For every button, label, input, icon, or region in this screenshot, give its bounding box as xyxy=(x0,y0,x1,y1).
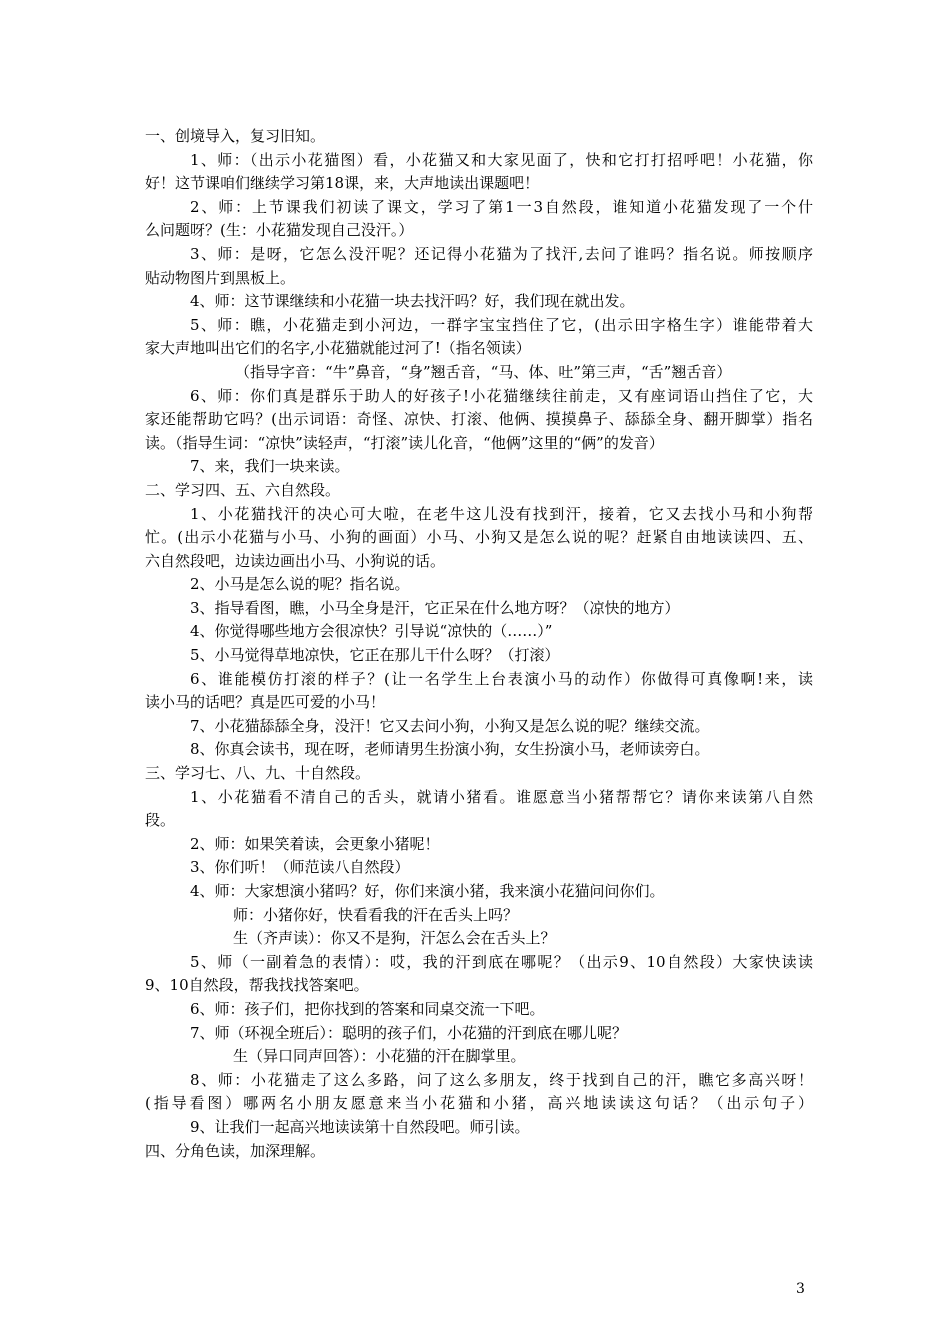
text-line: 1、小花猫看不清自己的舌头，就请小猪看。谁愿意当小猪帮帮它？请你来读第八自然 xyxy=(190,787,813,806)
text-line: 9、10自然段，帮我找找答案吧。 xyxy=(145,976,369,995)
text-line: 5、师（一副着急的表情）：哎，我的汗到底在哪呢？（出示9、10自然段）大家快读读 xyxy=(190,952,813,971)
text-line: 2、师：上节课我们初读了课文，学习了第1一3自然段，谁知道小花猫发现了一个什 xyxy=(190,197,813,216)
text-line: 读。（指导生词：“凉快”读轻声，“打滚”读儿化音，“他俩”这里的“俩”的发音） xyxy=(145,433,664,452)
text-line: 六自然段吧，边读边画出小马、小狗说的话。 xyxy=(145,551,446,570)
page-number: 3 xyxy=(796,1281,805,1297)
text-line: 3、师：是呀，它怎么没汗呢？还记得小花猫为了找汗,去问了谁吗？指名说。师按顺序 xyxy=(190,244,813,263)
text-line: 1、小花猫找汗的决心可大啦，在老牛这儿没有找到汗，接着，它又去找小马和小狗帮 xyxy=(190,504,813,523)
text-line: 贴动物图片到黑板上。 xyxy=(145,268,296,287)
text-line: 家还能帮助它吗？(出示词语：奇怪、凉快、打滚、他俩、摸摸鼻子、舔舔全身、翻开脚掌）指名 xyxy=(145,410,813,429)
text-line: 6、谁能模仿打滚的样子？(让一名学生上台表演小马的动作）你做得可真像啊!来，读 xyxy=(190,669,813,688)
text-line: 8、你真会读书，现在呀，老师请男生扮演小狗，女生扮演小马，老师读旁白。 xyxy=(190,740,710,759)
text-line: 2、小马是怎么说的呢？指名说。 xyxy=(190,575,410,594)
text-line: 生（齐声读）：你又不是狗，汗怎么会在舌头上？ xyxy=(233,929,556,948)
text-line: (指导看图）哪两名小朋友愿意来当小花猫和小猪，高兴地读读这句话？（出示句子） xyxy=(145,1094,813,1113)
section-heading: 三、学习七、八、九、十自然段。 xyxy=(145,764,371,783)
text-line: 7、小花猫舔舔全身，没汗！它又去问小狗，小狗又是怎么说的呢？继续交流。 xyxy=(190,716,710,735)
text-line: 读小马的话吧？真是匹可爱的小马！ xyxy=(145,693,386,712)
document-body xyxy=(145,125,813,1163)
text-line: 家大声地叫出它们的名字,小花猫就能过河了!（指名领读） xyxy=(145,339,531,358)
text-line: 9、让我们一起高兴地读读第十自然段吧。师引读。 xyxy=(190,1117,530,1136)
text-line: 生（异口同声回答）：小花猫的汗在脚掌里。 xyxy=(233,1047,526,1066)
text-line: 段。 xyxy=(145,811,176,830)
text-line: 5、师：瞧，小花猫走到小河边，一群字宝宝挡住了它，(出示田字格生字）谁能带着大 xyxy=(190,315,813,334)
text-line: 8、师：小花猫走了这么多路，问了这么多朋友，终于找到自己的汗，瞧它多高兴呀！ xyxy=(190,1070,813,1089)
text-line: 2、师：如果笑着读，会更象小猪呢！ xyxy=(190,834,440,853)
text-line: 么问题呀？(生：小花猫发现自己没汗。） xyxy=(145,221,414,240)
section-heading: 一、创境导入，复习旧知。 xyxy=(145,127,326,145)
text-line: 忙。(出示小花猫与小马、小狗的画面）小马、小狗又是怎么说的呢？赶紧自由地读读四、五、 xyxy=(145,528,813,547)
text-line: 4、师：这节课继续和小花猫一块去找汗吗？好，我们现在就出发。 xyxy=(190,292,635,311)
text-line: 1、师：（出示小花猫图）看，小花猫又和大家见面了，快和它打打招呼吧！小花猫，你 xyxy=(190,150,813,169)
text-line: 7、来，我们一块来读。 xyxy=(190,457,350,476)
text-line: 5、小马觉得草地凉快，它正在那儿干什么呀？（打滚） xyxy=(190,646,560,665)
section-heading: 四、分角色读，加深理解。 xyxy=(145,1141,326,1160)
text-line: （指导字音：“牛”鼻音，“身”翘舌音，“马、体、吐”第三声，“舌”翘舌音） xyxy=(235,362,732,381)
text-line: 师：小猪你好，快看看我的汗在舌头上吗？ xyxy=(233,905,519,924)
section-heading: 二、学习四、五、六自然段。 xyxy=(145,480,341,499)
text-line: 6、师：你们真是群乐于助人的好孩子!小花猫继续往前走，又有座词语山挡住了它，大 xyxy=(190,386,813,405)
text-line: 4、你觉得哪些地方会很凉快？引导说“凉快的（……）” xyxy=(190,622,553,641)
text-line: 3、你们听！（师范读八自然段） xyxy=(190,858,410,877)
text-line: 4、师：大家想演小猪吗？好，你们来演小猪，我来演小花猫问问你们。 xyxy=(190,882,665,900)
text-line: 好！这节课咱们继续学习第18课，来，大声地读出课题吧！ xyxy=(145,174,540,193)
text-line: 7、师（环视全班后）：聪明的孩子们，小花猫的汗到底在哪儿呢？ xyxy=(190,1023,628,1042)
text-line: 6、师：孩子们，把你找到的答案和同桌交流一下吧。 xyxy=(190,999,545,1018)
text-line: 3、指导看图，瞧，小马全身是汗，它正呆在什么地方呀？（凉快的地方） xyxy=(190,598,680,617)
